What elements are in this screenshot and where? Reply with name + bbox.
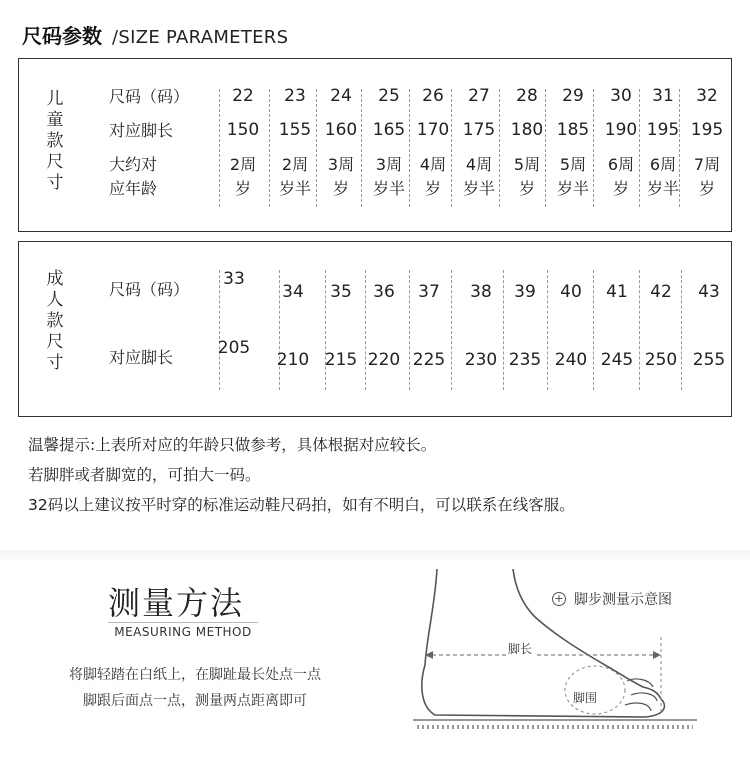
kids-size-row-label: 尺码（码） [109,87,190,106]
legend-text: 脚步测量示意图 [574,592,672,608]
column-divider [269,89,270,207]
foot-length-label: 脚长 [508,642,533,656]
category-char: 寸 [46,173,64,193]
kids-age-cell: 6周 [607,155,635,174]
kids-size-cell: 26 [422,86,444,106]
kids-size-cell: 22 [232,86,254,106]
kids-foot-length-row-label: 对应脚长 [109,121,174,140]
category-char: 人 [46,290,64,310]
kids-age-cell: 岁半 [372,179,405,198]
kids-age-row-label-2: 应年龄 [109,179,158,198]
category-char: 款 [46,131,64,151]
kids-age-cell: 岁半 [556,179,589,198]
kids-foot-length-cell: 195 [690,120,724,140]
note-line: 温馨提示:上表所对应的年龄只做参考，具体根据对应较长。 [28,436,437,454]
kids-age-cell: 岁 [332,179,349,198]
adult-foot-length-cell: 220 [367,350,401,370]
kids-age-cell: 岁 [698,179,715,198]
kids-size-cell: 28 [516,86,538,106]
foot-girth-label: 脚围 [573,691,598,705]
measuring-title: 测量方法 [108,584,245,622]
adult-foot-length-cell: 245 [600,350,634,370]
kids-foot-length-cell: 160 [324,120,358,140]
adult-foot-length-cell: 240 [554,350,588,370]
kids-size-table [18,58,732,232]
kids-foot-length-cell: 165 [372,120,406,140]
adult-foot-length-cell: 210 [276,350,310,370]
kids-age-cell: 6周 [649,155,677,174]
toe-shape [625,703,651,711]
page-header [22,20,288,50]
kids-age-cell: 5周 [513,155,541,174]
adult-foot-length-cell: 230 [464,350,498,370]
kids-age-cell: 岁半 [646,179,679,198]
kids-size-cell: 31 [652,86,674,106]
adult-foot-length-cell: 235 [508,350,542,370]
kids-age-cell: 岁 [518,179,535,198]
category-char: 尺 [46,332,64,352]
diagram-legend [552,589,672,609]
kids-foot-length-cell: 175 [462,120,496,140]
kids-age-cell: 7周 [693,155,721,174]
section-divider [0,550,750,562]
adult-size-cell: 41 [606,282,628,302]
category-char: 寸 [46,353,64,373]
kids-size-cell: 25 [378,86,400,106]
adult-size-cell: 42 [650,282,672,302]
adult-foot-length-cell: 205 [217,338,251,358]
adult-category-label [43,269,67,374]
note-line: 32码以上建议按平时穿的标准运动鞋尺码拍，如有不明白，可以联系在线客服。 [28,496,575,514]
adult-size-cell: 38 [470,282,492,302]
page-title: 尺码参数 [22,24,102,48]
kids-size-cell: 23 [284,86,306,106]
kids-foot-length-cell: 150 [226,120,260,140]
kids-category-label [43,89,67,194]
adult-foot-length-row-label: 对应脚长 [109,348,174,367]
measuring-description [30,662,360,714]
adult-foot-length-cell: 215 [324,350,358,370]
tips-notes [28,430,575,520]
kids-size-cell: 24 [330,86,352,106]
kids-age-cell: 4周 [419,155,447,174]
measuring-desc-line: 脚跟后面点一点，测量两点距离即可 [83,693,307,709]
adult-size-cell: 36 [373,282,395,302]
kids-size-cell: 30 [610,86,632,106]
adult-size-cell: 33 [223,269,245,289]
toe-shape [631,693,657,701]
kids-age-cell: 4周 [465,155,493,174]
adult-size-table [18,241,732,417]
category-char: 童 [46,110,64,130]
category-char: 成 [46,269,64,289]
kids-age-cell: 岁半 [278,179,311,198]
kids-foot-length-cell: 195 [646,120,680,140]
measuring-subtitle: MEASURING METHOD [108,622,258,639]
arrow-right [653,651,661,659]
kids-age-cell: 岁 [234,179,251,198]
kids-age-cell: 5周 [559,155,587,174]
kids-foot-length-cell: 185 [556,120,590,140]
kids-age-cell: 3周 [327,155,355,174]
kids-age-cell: 2周 [229,155,257,174]
adult-size-cell: 34 [282,282,304,302]
adult-foot-length-cell: 250 [644,350,678,370]
measuring-desc-line: 将脚轻踏在白纸上，在脚趾最长处点一点 [69,667,321,683]
kids-foot-length-cell: 170 [416,120,450,140]
kids-age-cell: 岁 [424,179,441,198]
category-char: 儿 [46,89,64,109]
kids-age-cell: 岁 [612,179,629,198]
adult-size-cell: 39 [514,282,536,302]
note-line: 若脚胖或者脚宽的，可拍大一码。 [28,466,261,484]
kids-size-cell: 32 [696,86,718,106]
kids-age-cell: 2周 [281,155,309,174]
adult-size-row-label: 尺码（码） [109,280,190,299]
page-subtitle: /SIZE PARAMETERS [112,27,289,48]
adult-size-cell: 37 [418,282,440,302]
category-char: 款 [46,311,64,331]
adult-foot-length-cell: 225 [412,350,446,370]
adult-foot-length-cell: 255 [692,350,726,370]
category-char: 尺 [46,152,64,172]
adult-size-cell: 43 [698,282,720,302]
plus-circle-icon: + [552,592,566,606]
kids-size-cell: 29 [562,86,584,106]
kids-foot-length-cell: 190 [604,120,638,140]
adult-size-cell: 40 [560,282,582,302]
kids-age-cell: 3周 [375,155,403,174]
kids-size-cell: 27 [468,86,490,106]
kids-age-row-label-1: 大约对 [109,155,158,174]
kids-age-cell: 岁半 [462,179,495,198]
kids-foot-length-cell: 180 [510,120,544,140]
kids-foot-length-cell: 155 [278,120,312,140]
adult-size-cell: 35 [330,282,352,302]
